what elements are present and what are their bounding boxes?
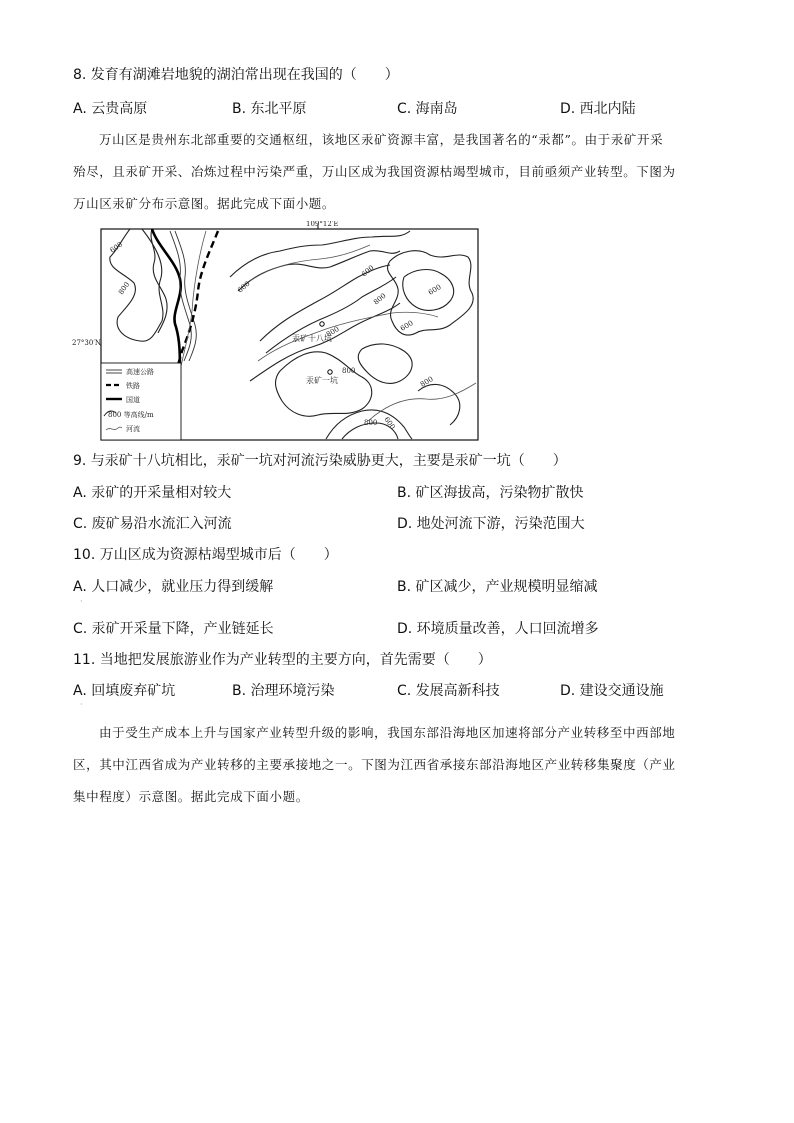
contour-label: 800 bbox=[419, 375, 435, 389]
longitude-label: 109°12′E bbox=[306, 221, 339, 228]
material2-line3: 集中程度）示意图。据此完成下面小题。 bbox=[73, 789, 309, 804]
map-svg bbox=[100, 221, 480, 443]
contour-label: 800 bbox=[372, 291, 388, 307]
mine-1-marker bbox=[328, 370, 332, 374]
q8-option-b: B. 东北平原 bbox=[232, 101, 307, 117]
contour-label: 800 bbox=[117, 280, 132, 297]
mercury-mine-map bbox=[100, 221, 480, 443]
legend-railway: 铁路 bbox=[126, 382, 140, 390]
q10-option-c: C. 汞矿开采量下降，产业链延长 bbox=[73, 621, 274, 637]
q11-option-b: B. 治理环境污染 bbox=[232, 683, 335, 699]
q8-option-c: C. 海南岛 bbox=[397, 101, 458, 117]
material1-line2: 殆尽，且汞矿开采、冶炼过程中污染严重，万山区成为我国资源枯竭型城市，目前亟须产业转型。下图为 bbox=[73, 164, 676, 179]
q10-option-d: D. 环境质量改善，人口回流增多 bbox=[397, 621, 599, 637]
contour-label: 600 bbox=[427, 283, 443, 297]
q11-option-c: C. 发展高新科技 bbox=[397, 683, 500, 699]
material1-line1: 万山区是贵州东北部重要的交通枢纽，该地区汞矿资源丰富，是我国著名的“汞都”。由于汞矿开采 bbox=[99, 132, 664, 147]
mine-18-label: 汞矿十八坑 bbox=[292, 334, 332, 343]
contour-label: 600 bbox=[382, 415, 397, 432]
contour-label: 600 bbox=[360, 263, 376, 279]
q8-option-d: D. 西北内陆 bbox=[560, 101, 636, 117]
contour-label: 800 bbox=[364, 419, 378, 427]
legend-contour: 800 等高线/m bbox=[108, 411, 154, 419]
q11-stem: 11. 当地把发展旅游业作为产业转型的主要方向，首先需要（ ） bbox=[73, 652, 492, 668]
contour-label: 600 bbox=[236, 279, 252, 295]
q9-option-b: B. 矿区海拔高，污染物扩散快 bbox=[397, 485, 584, 501]
material2-paragraph bbox=[73, 717, 723, 813]
material1-paragraph bbox=[73, 124, 723, 220]
legend-river: 河流 bbox=[126, 425, 140, 433]
legend-expressway: 高速公路 bbox=[126, 368, 154, 376]
contour-label: 600 bbox=[108, 240, 125, 255]
q10-option-a: A. 人口减少，就业压力得到缓解 bbox=[73, 579, 274, 595]
q11-option-d: D. 建设交通设施 bbox=[560, 683, 664, 699]
q11-option-a: A. 回填废弃矿坑 bbox=[73, 683, 176, 699]
material2-line1: 由于受生产成本上升与国家产业转型升级的影响，我国东部沿海地区加速将部分产业转移至中西部地 bbox=[99, 725, 676, 740]
mine-18-marker bbox=[320, 322, 324, 326]
material2-line2: 区，其中江西省成为产业转移的主要承接地之一。下图为江西省承接东部沿海地区产业转移集聚度（产业 bbox=[73, 757, 676, 772]
latitude-label: 27°30′N bbox=[72, 339, 102, 347]
q9-option-d: D. 地处河流下游，污染范围大 bbox=[397, 516, 585, 532]
q10-stem: 10. 万山区成为资源枯竭型城市后（ ） bbox=[73, 547, 338, 563]
material1-line3: 万山区汞矿分布示意图。据此完成下面小题。 bbox=[73, 196, 336, 211]
stray-dot: · bbox=[80, 700, 83, 709]
contour-label: 800 bbox=[325, 325, 341, 339]
legend-national-road: 国道 bbox=[126, 396, 140, 404]
q9-stem: 9. 与汞矿十八坑相比，汞矿一坑对河流污染威胁更大，主要是汞矿一坑（ ） bbox=[73, 453, 567, 469]
q10-option-b: B. 矿区减少，产业规模明显缩减 bbox=[397, 579, 598, 595]
stray-dot: · bbox=[80, 597, 83, 606]
contour-label: 600 bbox=[399, 319, 415, 333]
q8-stem: 8. 发育有湖滩岩地貌的湖泊常出现在我国的（ ） bbox=[73, 67, 399, 83]
mine-1-label: 汞矿一坑 bbox=[306, 376, 338, 385]
contour-label: 800 bbox=[342, 367, 356, 375]
q9-option-c: C. 废矿易沿水流汇入河流 bbox=[73, 516, 232, 532]
q9-option-a: A. 汞矿的开采量相对较大 bbox=[73, 485, 232, 501]
q8-option-a: A. 云贵高原 bbox=[73, 101, 148, 117]
